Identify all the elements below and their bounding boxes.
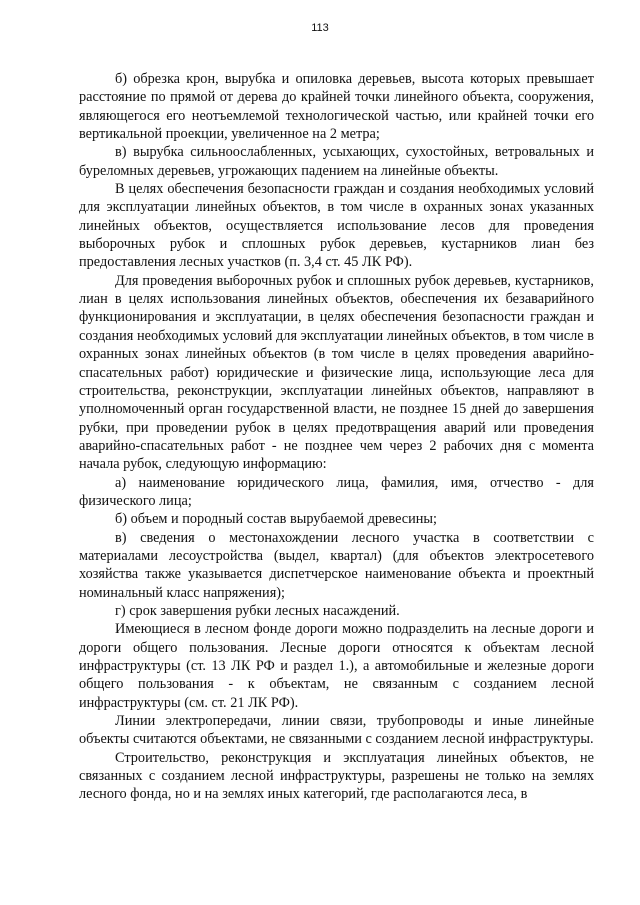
list-item-a: а) наименование юридического лица, фамилия, имя, отчество - для физического лица;: [79, 474, 594, 509]
list-item-g: г) срок завершения рубки лесных насаждений.: [115, 602, 400, 619]
paragraph-forest-roads: Имеющиеся в лесном фонде дороги можно подразделить на лесные дороги и дороги общего пользования. Лесные дороги относятся к объектам лесной инфраструктуры (ст. 13 ЛК РФ и раздел 1.), а автомобильные и железные дороги общего пользования - к объектам, не связанным с созданием лесной инфраструктуры (см. ст. 21 ЛК РФ).: [79, 621, 594, 711]
page-number: 113: [311, 22, 329, 34]
document-body: [79, 70, 594, 804]
list-item-b: б) объем и породный состав вырубаемой древесины;: [115, 511, 438, 528]
paragraph-power-lines: Линии электропередачи, линии связи, трубопроводы и иные линейные объекты считаются объектами, не связанными с созданием лесной инфраструктуры.: [79, 713, 594, 748]
paragraph-construction-linear-objects: Строительство, реконструкция и эксплуатация линейных объектов, не связанных с созданием лесной инфраструктуры, разрешены не только на землях лесного фонда, но и на землях иных категорий, где располагаются леса, в: [79, 749, 594, 803]
paragraph-felling-notification: Для проведения выборочных рубок и сплошных рубок деревьев, кустарников, лиан в целях использования линейных объектов, обеспечения их безаварийного функционирования и эксплуатации, в целях обеспечения безопасности граждан и создания необходимых условий для эксплуатации линейных объектов, в том числе в охранных зонах линейных объектов (в том числе в целях проведения аварийно-спасательных работ) юридические и физические лица, использующие леса для строительства, реконструкции, эксплуатации линейных объектов, направляют в уполномоченный орган государственной власти, не позднее 15 дней до завершения рубки, при проведении рубок в целях предотвращения аварий или проведения аварийно-спасательных работ - не позднее чем через 2 рабочих дня с момента начала рубок, следующую информацию:: [79, 272, 594, 473]
paragraph-weakened-trees-felling: в) вырубка сильноослабленных, усыхающих, сухостойных, ветровальных и буреломных деревьев, угрожающих падением на линейные объекты.: [79, 144, 594, 179]
paragraph-safety-use-of-forests: В целях обеспечения безопасности граждан и создания необходимых условий для эксплуатации линейных объектов, в том числе в охранных зонах указанных линейных объектов, осуществляется использование лесов для проведения выборочных рубок и сплошных рубок деревьев, кустарников лиан без предоставления лесных участков (п. 3,4 ст. 45 ЛК РФ).: [79, 181, 594, 271]
list-item-v: в) сведения о местонахождении лесного участка в соответствии с материалами лесоустройства (выдел, квартал) (для объектов электросетевого хозяйства также указывается диспетчерское наименование объекта и проектный номинальный класс напряжения);: [79, 529, 594, 601]
paragraph-crown-trimming: б) обрезка крон, вырубка и опиловка деревьев, высота которых превышает расстояние по прямой от дерева до крайней точки линейного объекта, сооружения, являющегося его неотъемлемой технологической частью, или крайней точки его вертикальной проекции, увеличенное на 2 метра;: [79, 71, 594, 143]
